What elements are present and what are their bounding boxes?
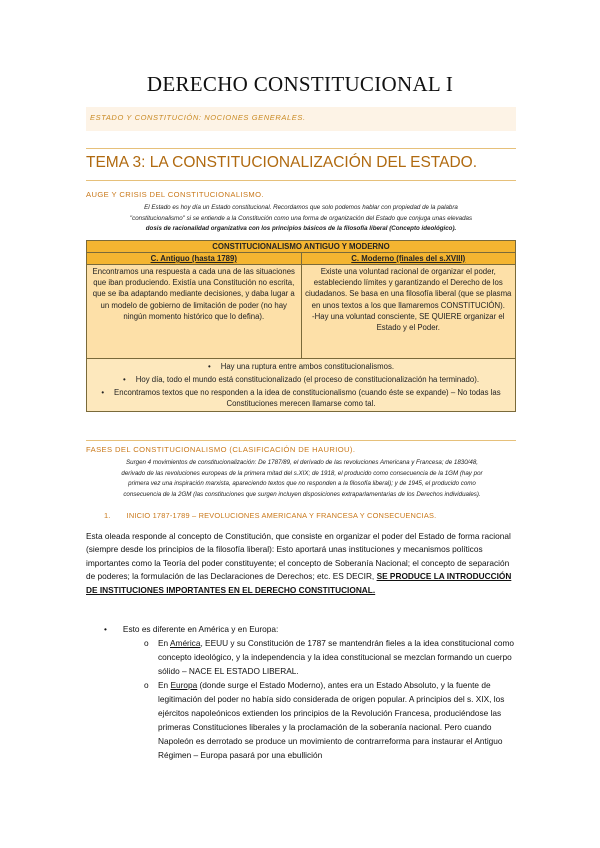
intro-line: El Estado es hoy día un Estado constitucional. Recordamos que solo podemos hablar con propiedad de la palabra <box>144 204 458 211</box>
table-header: CONSTITUCIONALISMO ANTIGUO Y MODERNO <box>87 241 516 253</box>
subtitle: ESTADO Y CONSTITUCIÓN: NOCIONES GENERALES. <box>90 113 306 122</box>
col-header-text: C. Moderno (finales del s.XVIII) <box>351 254 466 263</box>
paragraph-prefix: ES DECIR, <box>332 571 377 582</box>
intro-line: derivado de las revoluciones europeas de la primera mitad del s.XIX; de 1918, el producido como consecuencia de la 1GM (hay por <box>121 469 483 477</box>
bullet-marker: • <box>104 624 107 634</box>
list-item-text: Esto es diferente en América y en Europa: <box>122 624 279 634</box>
intro-line: consecuencia de la 2GM (las constituciones que surgen incluyen disposiciones extraparlamentarias de los Derechos individuales). <box>123 490 481 498</box>
sub-prefix: En <box>158 638 170 648</box>
sub-bullet-marker: o <box>144 638 149 648</box>
sub-bullet-marker: o <box>144 680 149 690</box>
paragraph-text: Esta oleada responde al concepto de Constitución, que consiste en organizar el poder del Estado de forma racional (siempre desde los principios de la filosofía liberal): Esto aportará unas instituciones y mecanismos políticos importantes como la Teoría del poder constituyente; el concepto de Soberanía Nacional; el concepto de separación de poderes; la formulación de las Declaraciones de Derechos; etc. <box>86 531 511 582</box>
comparison-table <box>86 240 516 412</box>
cell-extra: -Hay una voluntad consciente, SE QUIERE organizar el Estado y el Poder. <box>312 311 505 333</box>
cell-antiguo: Encontramos una respuesta a cada una de las situaciones que iban produciendo. Existía una Constitución no escrita, que se iba adaptando mediante decisiones, y daba lugar a un modelo de gobierno de limitación de poder (no hay ningún momento histórico que lo defina). <box>87 265 302 359</box>
bullet-text: Hoy día, todo el mundo está constitucionalizado (el proceso de constitucionalización ha terminado). <box>135 375 479 384</box>
heading-text: INICIO 1787-1789 – REVOLUCIONES AMERICANA Y FRANCESA Y CONSECUENCIAS. <box>126 511 437 520</box>
subtitle-bar <box>86 107 516 131</box>
intro-line: dosis de racionalidad organizativa con los principios básicos de la filosofía liberal (Concepto ideológico). <box>145 225 457 232</box>
sub-list-item-america <box>144 636 518 678</box>
paragraph-emphasis: SE PRODUCE LA INTRODUCCIÓN DE INSTITUCIONES IMPORTANTES EN EL DERECHO CONSTITUCIONAL. <box>86 571 512 595</box>
section-heading: AUGE Y CRISIS DEL CONSTITUCIONALISMO. <box>86 190 264 199</box>
divider <box>86 180 516 181</box>
cell-text: Existe una voluntad racional de organizar el poder, estableciendo límites y garantizando el Derecho de los ciudadanos. Se basa en una filosofía liberal (que se plasma en unos textos a los que llamaremos CONSTITUCIÓN). <box>305 267 512 310</box>
section-intro <box>92 203 510 235</box>
table-bullets <box>87 359 516 412</box>
numbered-heading <box>104 511 436 520</box>
sub-text: , EEUU y su Constitución de 1787 se mantendrán fieles a la idea constitucional como concepto ideológico, y la independencia y la idea constitucional se mezclan formando un cuerpo sólido – NACE EL ESTADO LIBERAL. <box>158 638 515 676</box>
intro-line: primera vez una inspiración marxista, apareciendo textos que no responden a la filosofía liberal); y de 1945, el producido como <box>128 480 476 487</box>
sub-term: Europa <box>170 680 198 690</box>
list-item <box>104 624 278 634</box>
list-item: • Encontramos textos que no responden a la idea de constitucionalismo (cuando éste se expande) – No todas las Constituciones merecen llamarse como tal. <box>101 388 501 408</box>
sub-term: América <box>170 638 201 648</box>
tema-heading: TEMA 3: LA CONSTITUCIONALIZACIÓN DEL ESTADO. <box>86 154 478 171</box>
divider <box>86 440 516 441</box>
sub-list-item-europa <box>144 678 518 762</box>
list-item: • Hay una ruptura entre ambos constitucionalismos. <box>207 362 395 371</box>
sub-prefix: En <box>158 680 171 690</box>
intro-line: "constitucionalismo" si se entiende a la Constitución como una forma de organización del Estado que conjuga unas elevadas <box>129 214 473 222</box>
intro-line: Surgen 4 movimientos de constitucionalización: De 1787/89, el derivado de las revoluciones Americana y Francesa; de 1830/48, <box>126 459 478 466</box>
document-title: DERECHO CONSTITUCIONAL I <box>146 72 454 96</box>
divider <box>86 148 516 149</box>
section-heading: FASES DEL CONSTITUCIONALISMO (CLASIFICACIÓN DE HAURIOU). <box>86 445 356 454</box>
col-header-moderno <box>301 253 516 265</box>
col-header-text: C. Antiguo (hasta 1789) <box>150 254 237 263</box>
body-paragraph <box>86 530 518 597</box>
bullet-text: Encontramos textos que no responden a la idea de constitucionalismo (cuando éste se expande) – No todas las Constituciones merecen llamarse como tal. <box>114 388 501 408</box>
bullet-text: Hay una ruptura entre ambos constitucionalismos. <box>220 362 395 371</box>
col-header-antiguo <box>87 253 302 265</box>
section-intro <box>86 458 518 500</box>
heading-number: 1. <box>104 511 111 520</box>
list-item: • Hoy día, todo el mundo está constitucionalizado (el proceso de constitucionalización ha terminado). <box>123 375 479 384</box>
cell-moderno <box>301 265 516 359</box>
sub-text: (donde surge el Estado Moderno), antes era un Estado Absoluto, y la fuente de legitimación del poder no había sido considerada de origen popular. A principios del s. XIX, los ejércitos napoleónicos extienden los principios de la Revolución Francesa, produciéndose las primeras Constituciones liberales y la proclamación de la soberanía nacional. Pero cuando Napoleón es derrotado se produce un movimiento de contrarreforma para instaurar el Antiguo Régimen – Europa pasará por una ebullición <box>158 680 505 760</box>
